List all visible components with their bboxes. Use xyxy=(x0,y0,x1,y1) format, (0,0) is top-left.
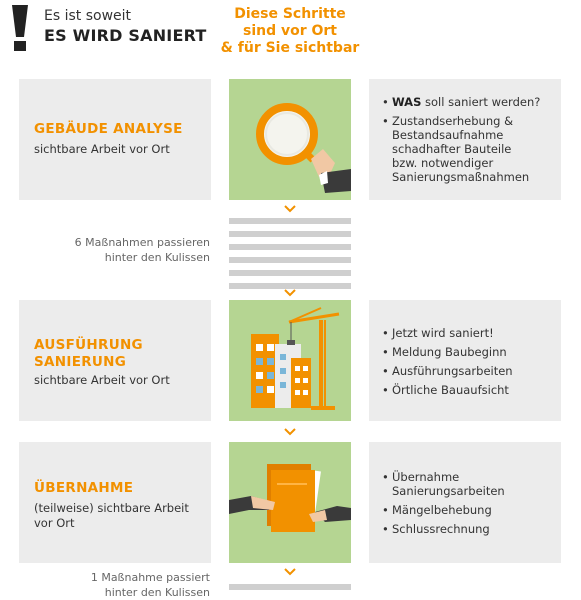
header-subtitle: Es ist soweit xyxy=(44,8,132,24)
step-subtitle xyxy=(34,373,170,388)
bullet-line: • Mängelbehebung xyxy=(392,503,492,517)
bullet-line: • Zustandserhebung & xyxy=(392,114,514,128)
hidden-steps-bars xyxy=(229,584,351,597)
chevron-down-icon xyxy=(283,205,297,213)
step-analyse-illustration xyxy=(229,79,351,200)
step-title-line: ÜBERNAHME xyxy=(34,480,134,496)
hidden-step-bar xyxy=(229,270,351,276)
hidden-step-bar xyxy=(229,231,351,237)
header-center-title xyxy=(215,6,365,57)
header-center-line: sind vor Ort xyxy=(242,23,337,39)
bullet-item xyxy=(382,522,557,536)
bullet-item xyxy=(382,470,557,498)
behind-scenes-note xyxy=(10,570,210,600)
step-uebernahme-details xyxy=(369,442,561,563)
bullet-line: Bestandsaufnahme xyxy=(392,128,504,142)
bullet-line: • Örtliche Bauaufsicht xyxy=(392,383,509,397)
behind-scenes-line: 1 Maßnahme passiert xyxy=(90,571,210,584)
behind-scenes-line: hinter den Kulissen xyxy=(104,251,210,264)
bullet-bold: WAS xyxy=(392,95,422,109)
step-subtitle xyxy=(34,501,189,531)
chevron-down-icon xyxy=(283,289,297,297)
step-subtitle-line: sichtbare Arbeit vor Ort xyxy=(34,142,170,156)
step-uebernahme-illustration xyxy=(229,442,351,563)
bullet-line: schadhafter Bauteile xyxy=(392,142,512,156)
step-uebernahme-box xyxy=(19,442,211,563)
header-center-line: Diese Schritte xyxy=(234,6,346,22)
step-subtitle xyxy=(34,142,170,157)
folder-handover-icon xyxy=(229,442,351,563)
step-analyse-box xyxy=(19,79,211,200)
step-ausfuehrung-details xyxy=(369,300,561,421)
step-bullet-list xyxy=(382,326,557,402)
chevron-down-icon xyxy=(283,428,297,436)
bullet-item xyxy=(382,114,557,184)
construction-crane-icon xyxy=(229,300,351,421)
step-title-line: SANIERUNG xyxy=(34,354,127,370)
magnifier-icon xyxy=(229,79,351,200)
hidden-step-bar xyxy=(229,218,351,224)
step-analyse-details xyxy=(369,79,561,200)
bullet-line: Sanierungsmaßnahmen xyxy=(392,170,530,184)
hidden-steps-bars xyxy=(229,218,351,296)
hidden-step-bar xyxy=(229,244,351,250)
bullet-line: • Jetzt wird saniert! xyxy=(392,326,494,340)
bullet-line: • Meldung Baubeginn xyxy=(392,345,507,359)
step-subtitle-line: vor Ort xyxy=(34,516,75,530)
behind-scenes-line: 6 Maßnahmen passieren xyxy=(74,236,210,249)
step-title-line: GEBÄUDE ANALYSE xyxy=(34,121,183,137)
exclamation-icon xyxy=(8,3,32,53)
header-center-line: & für Sie sichtbar xyxy=(220,40,360,56)
bullet-item xyxy=(382,345,557,359)
step-title xyxy=(34,121,183,138)
step-title xyxy=(34,337,143,371)
bullet-item xyxy=(382,95,557,109)
step-bullet-list xyxy=(382,470,557,541)
bullet-item xyxy=(382,383,557,397)
bullet-line: bzw. notwendiger xyxy=(392,156,494,170)
bullet-item xyxy=(382,326,557,340)
behind-scenes-line: hinter den Kulissen xyxy=(104,586,210,599)
step-title xyxy=(34,480,133,497)
step-subtitle-line: (teilweise) sichtbare Arbeit xyxy=(34,501,189,515)
hidden-step-bar xyxy=(229,584,351,590)
step-ausfuehrung-box xyxy=(19,300,211,421)
behind-scenes-note xyxy=(10,235,210,265)
step-ausfuehrung-illustration xyxy=(229,300,351,421)
step-bullet-list xyxy=(382,95,557,189)
bullet-item xyxy=(382,364,557,378)
bullet-line: • Schlussrechnung xyxy=(392,522,490,536)
bullet-line: soll saniert werden? xyxy=(421,95,541,109)
bullet-line: • Ausführungsarbeiten xyxy=(392,364,513,378)
hidden-step-bar xyxy=(229,257,351,263)
bullet-item xyxy=(382,503,557,517)
header-title: ES WIRD SANIERT xyxy=(44,26,207,45)
bullet-line: Sanierungsarbeiten xyxy=(392,484,505,498)
bullet-line: • Übernahme xyxy=(392,470,460,484)
chevron-down-icon xyxy=(283,568,297,576)
step-title-line: AUSFÜHRUNG xyxy=(34,337,143,353)
step-subtitle-line: sichtbare Arbeit vor Ort xyxy=(34,373,170,387)
